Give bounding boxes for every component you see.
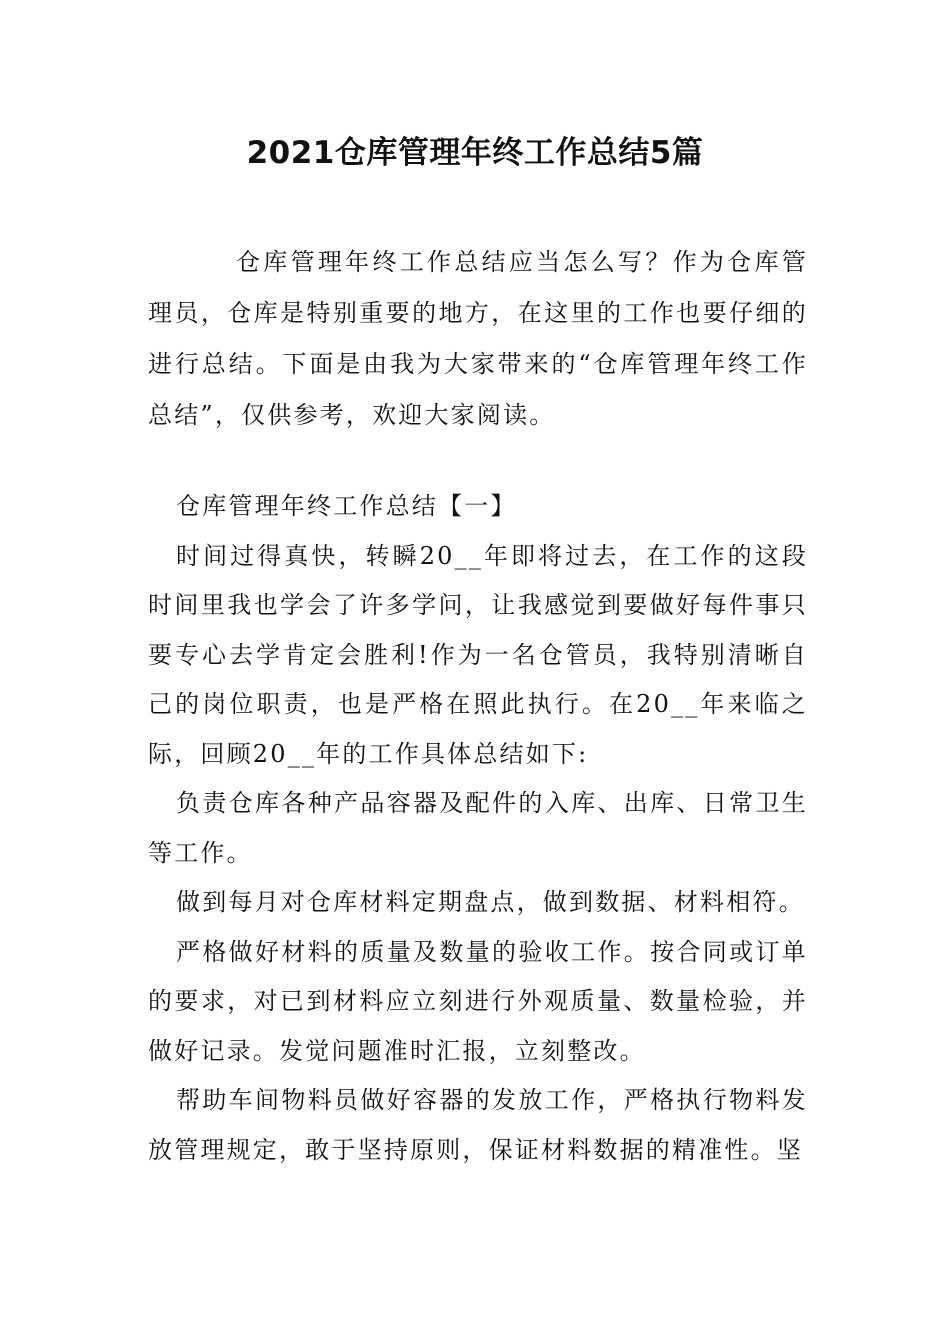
section-heading: 仓库管理年终工作总结【一】	[176, 492, 517, 520]
section-one	[148, 482, 808, 1175]
body-paragraph-2: 负责仓库各种产品容器及配件的入库、出库、日常卫生等工作。	[148, 789, 808, 867]
document-title: 2021仓库管理年终工作总结5篇	[246, 135, 704, 171]
body-paragraph-3: 做到每月对仓库材料定期盘点，做到数据、材料相符。	[176, 888, 805, 916]
body-paragraph-1: 时间过得真快，转瞬20__年即将过去，在工作的这段时间里我也学会了许多学问，让我感觉到要做好每件事只要专心去学肯定会胜利!作为一名仓管员，我特别清晰自己的岗位职责，也是严格在照此执行。在20__年来临之际，回顾20__年的工作具体总结如下:	[148, 541, 808, 768]
body-paragraph-5: 帮助车间物料员做好容器的发放工作，严格执行物料发放管理规定，敢于坚持原则，保证材料数据的精准性。坚	[148, 1086, 808, 1164]
intro-paragraph: 仓库管理年终工作总结应当怎么写？作为仓库管理员，仓库是特别重要的地方，在这里的工作也要仔细的进行总结。下面是由我为大家带来的“仓库管理年终工作总结”，仅供参考，欢迎大家阅读。	[148, 248, 808, 429]
body-paragraph-4: 严格做好材料的质量及数量的验收工作。按合同或订单的要求，对已到材料应立刻进行外观质量、数量检验，并做好记录。发觉问题准时汇报，立刻整改。	[148, 937, 808, 1065]
